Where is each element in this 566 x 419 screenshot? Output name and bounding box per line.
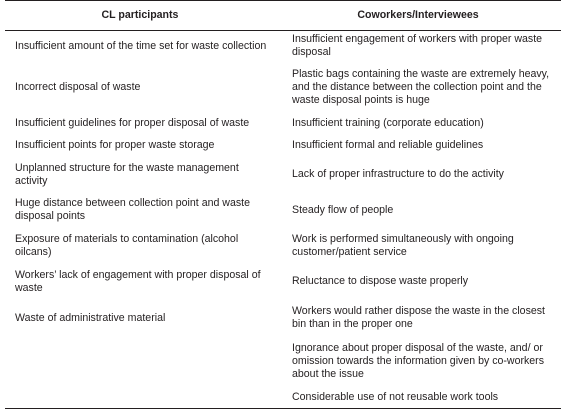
table-cell-cl: Insufficient guidelines for proper disposal of waste	[15, 117, 250, 129]
table-cell-cl: Exposure of materials to contamination (alcohol oilcans)	[15, 232, 239, 258]
table-cell-cl	[5, 337, 275, 387]
table-cell-coworker: Insufficient formal and reliable guidelines	[292, 139, 484, 151]
table-cell-cl	[5, 387, 275, 409]
table-row	[5, 62, 561, 113]
table-cell-cl: Incorrect disposal of waste	[15, 80, 141, 93]
table-cell-coworker: Considerable use of not reusable work tools	[275, 387, 561, 409]
table-cell-cl: Insufficient points for proper waste storage	[15, 139, 215, 151]
table-cell-coworker: Workers would rather dispose the waste in the closest bin than in the proper one	[292, 305, 545, 330]
table-header-row	[5, 1, 561, 31]
table-cell-cl: Huge distance between collection point and waste disposal points	[15, 197, 250, 222]
column-header-coworkers: Coworkers/Interviewees	[275, 1, 561, 31]
table-row	[5, 135, 561, 157]
comparison-table	[5, 0, 561, 409]
table-cell-coworker: Insufficient engagement of workers with proper waste disposal	[292, 33, 543, 59]
column-header-cl-participants: CL participants	[5, 1, 275, 31]
table-cell-cl: Waste of administrative material	[15, 311, 166, 324]
table-row	[5, 264, 561, 300]
table-cell-coworker: Steady flow of people	[292, 203, 394, 216]
table-cell-cl: Unplanned structure for the waste management activity	[15, 161, 239, 187]
table-cell-coworker: Work is performed simultaneously with ongoing customer/patient service	[292, 232, 514, 258]
table-row	[5, 113, 561, 135]
table-cell-cl: Workers’ lack of engagement with proper disposal of waste	[15, 268, 261, 294]
table-row	[5, 31, 561, 62]
table-row	[5, 228, 561, 264]
table-cell-coworker: Lack of proper infrastructure to do the activity	[292, 168, 504, 180]
table-cell-cl: Insufficient amount of the time set for waste collection	[15, 39, 267, 52]
table-cell-coworker: Ignorance about proper disposal of the waste, and/ or omission towards the information given by co-workers about the issue	[292, 342, 544, 380]
table-cell-coworker: Insufficient training (corporate education)	[292, 117, 484, 129]
table-cell-coworker: Reluctance to dispose waste properly	[292, 275, 469, 287]
table-cell-coworker: Plastic bags containing the waste are extremely heavy, and the distance between the collection point and the waste disposal points is huge	[292, 67, 550, 106]
table-row	[5, 337, 561, 387]
table-row	[5, 193, 561, 228]
table-row	[5, 157, 561, 193]
comparison-table-container	[5, 0, 561, 409]
table-row	[5, 387, 561, 409]
table-row	[5, 300, 561, 337]
